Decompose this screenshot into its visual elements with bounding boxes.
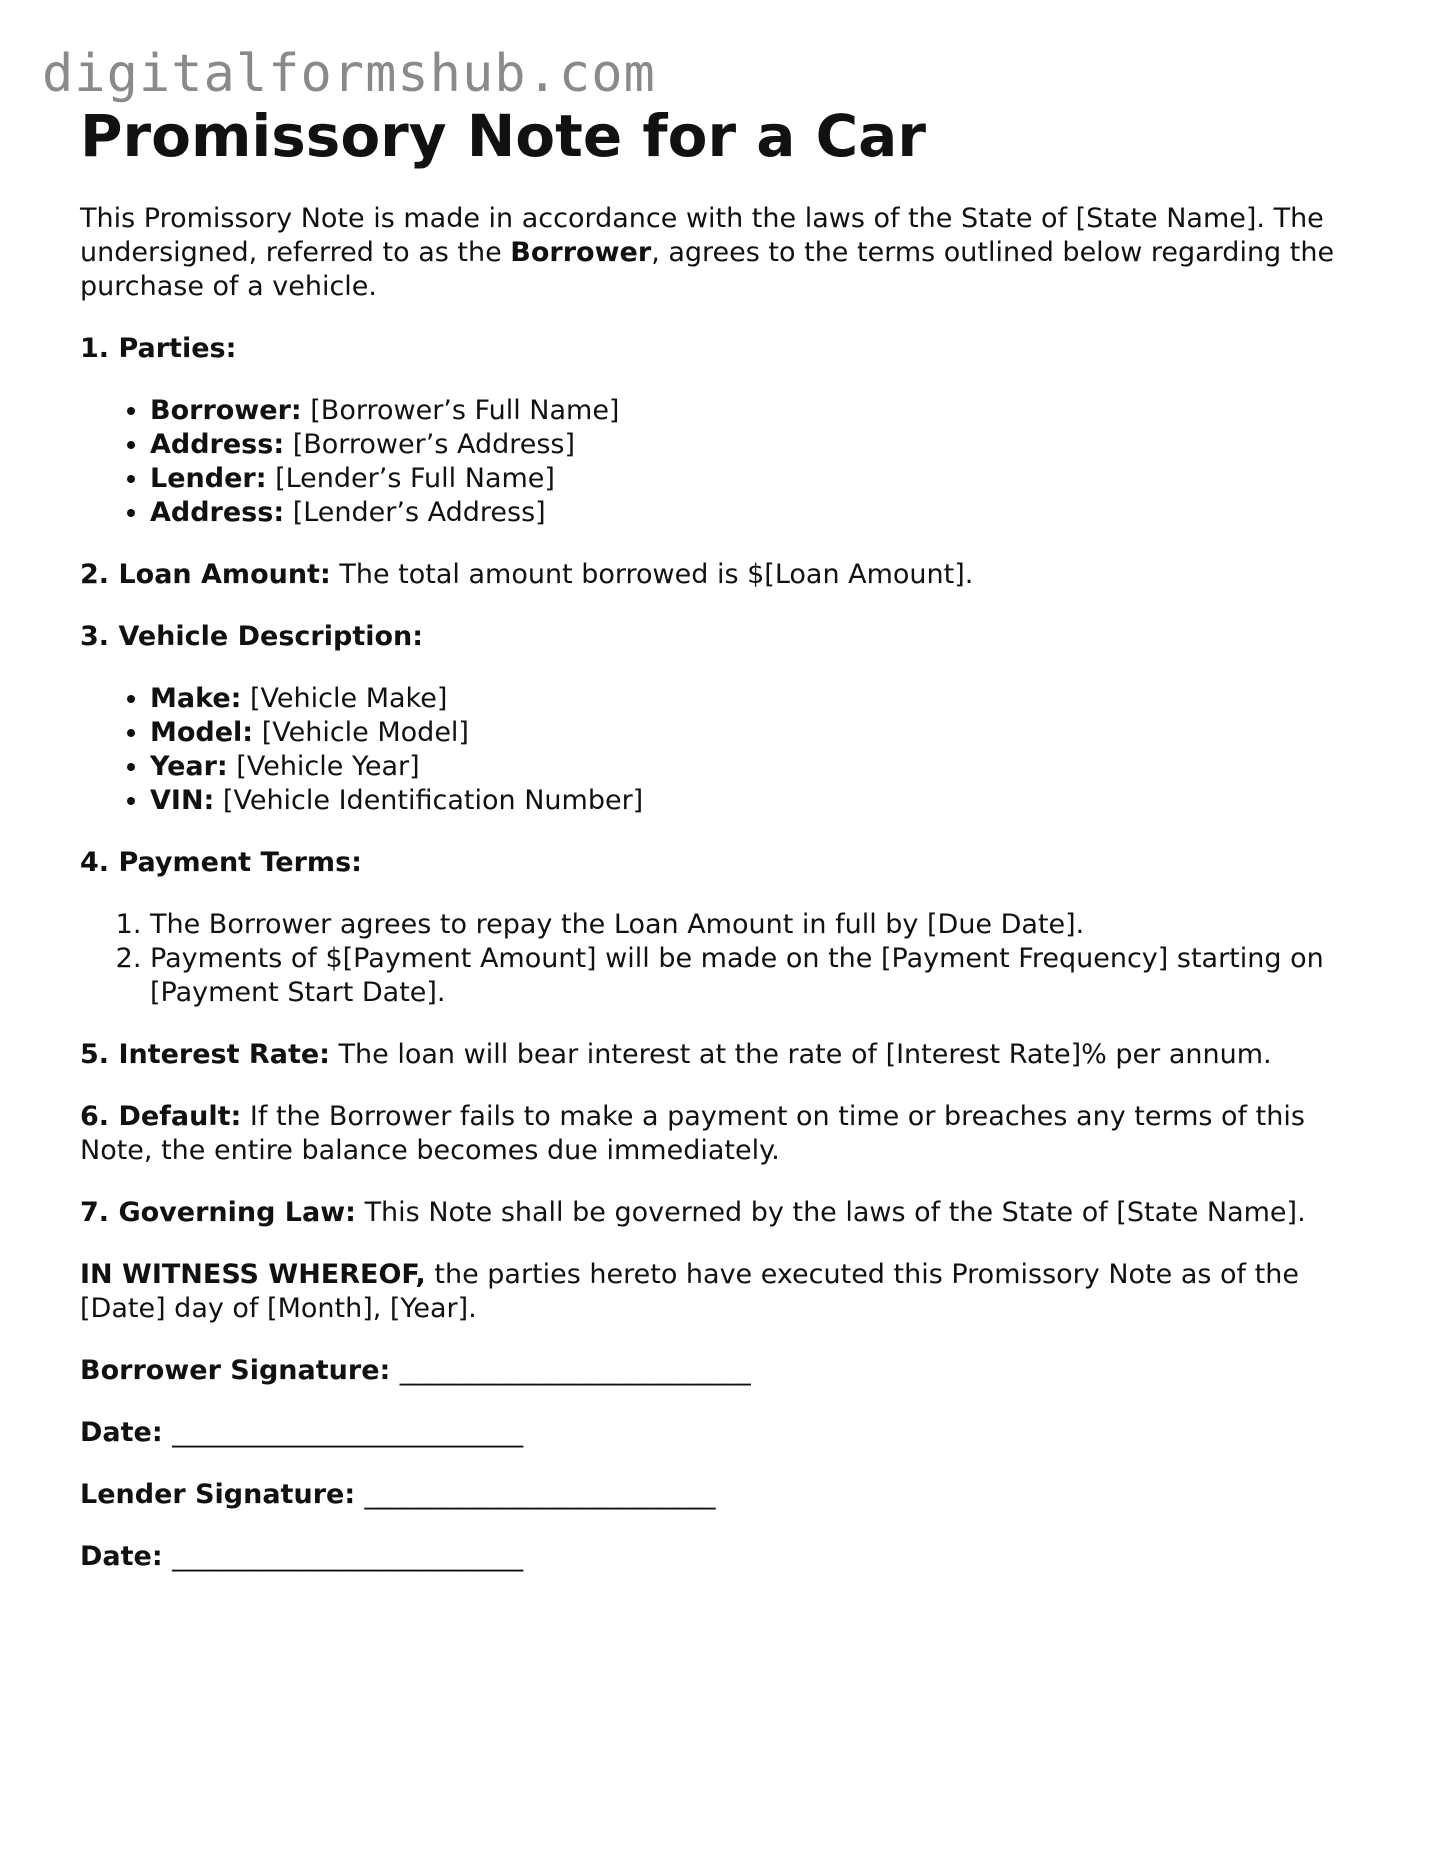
list-item (150, 784, 1380, 818)
witness-text: the parties hereto have executed this Promissory Note as of the [Date] day of [Month], [Year]. (80, 1259, 1299, 1324)
party-value: [Lender’s Address] (284, 497, 546, 528)
signature-line[interactable]: __________________________ (399, 1355, 751, 1386)
section-governing-law (80, 1196, 1380, 1230)
payment-terms-heading: 4. Payment Terms: (80, 847, 362, 878)
intro-borrower-term: Borrower (510, 237, 652, 268)
signature-label: Date: (80, 1417, 173, 1448)
party-value: [Borrower’s Address] (284, 429, 576, 460)
governing-law-heading: 7. Governing Law: (80, 1197, 356, 1228)
signature-label: Borrower Signature: (80, 1355, 400, 1386)
watermark: digitalformshub.com (42, 44, 656, 104)
list-item (150, 750, 1380, 784)
list-item (150, 682, 1380, 716)
vehicle-heading: 3. Vehicle Description: (80, 621, 424, 652)
signature-label: Date: (80, 1541, 173, 1572)
interest-rate-heading: 5. Interest Rate: (80, 1039, 330, 1070)
interest-rate-text: The loan will bear interest at the rate of [Interest Rate]% per annum. (329, 1039, 1272, 1070)
intro-text-1: This Promissory Note is made in accordance with the laws of the State of [State Name]. The undersigned, referred to as the (80, 203, 1324, 268)
party-label: Lender: (150, 463, 267, 494)
default-heading: 6. Default: (80, 1101, 242, 1132)
list-item (150, 394, 1380, 428)
vehicle-value: [Vehicle Model] (253, 717, 469, 748)
party-label: Address: (150, 429, 285, 460)
lender-date-field[interactable] (80, 1540, 1380, 1574)
vehicle-label: Make: (150, 683, 242, 714)
vehicle-label: Year: (150, 751, 228, 782)
vehicle-value: [Vehicle Make] (241, 683, 448, 714)
party-label: Address: (150, 497, 285, 528)
section-parties-heading (80, 332, 1380, 366)
vehicle-value: [Vehicle Year] (227, 751, 420, 782)
list-item (150, 496, 1380, 530)
vehicle-value: [Vehicle Identification Number] (214, 785, 644, 816)
section-vehicle-heading (80, 620, 1380, 654)
vehicle-label: Model: (150, 717, 254, 748)
list-item (150, 428, 1380, 462)
borrower-date-field[interactable] (80, 1416, 1380, 1450)
loan-amount-text: The total amount borrowed is $[Loan Amount]. (330, 559, 974, 590)
loan-amount-heading: 2. Loan Amount: (80, 559, 331, 590)
parties-list (80, 394, 1380, 530)
witness-heading: IN WITNESS WHEREOF, (80, 1259, 426, 1290)
party-value: [Lender’s Full Name] (266, 463, 555, 494)
lender-signature-field[interactable] (80, 1478, 1380, 1512)
witness-clause (80, 1258, 1380, 1326)
governing-law-text: This Note shall be governed by the laws of the State of [State Name]. (355, 1197, 1306, 1228)
parties-heading: 1. Parties: (80, 333, 237, 364)
intro-text-2: , agrees to the terms outlined below regarding the purchase of a vehicle. (80, 237, 1335, 302)
list-item (150, 462, 1380, 496)
document-title: Promissory Note for a Car (80, 102, 926, 170)
vehicle-label: VIN: (150, 785, 215, 816)
vehicle-list (80, 682, 1380, 818)
document-page (80, 96, 1380, 1574)
section-default (80, 1100, 1380, 1168)
signature-line[interactable]: __________________________ (364, 1479, 716, 1510)
section-loan-amount (80, 558, 1380, 592)
party-value: [Borrower’s Full Name] (301, 395, 620, 426)
signature-label: Lender Signature: (80, 1479, 365, 1510)
list-item: 1. The Borrower agrees to repay the Loan Amount in full by [Due Date]. (150, 908, 1380, 942)
section-interest-rate (80, 1038, 1380, 1072)
section-payment-heading (80, 846, 1380, 880)
payment-terms-list (80, 908, 1380, 1010)
signature-line[interactable]: __________________________ (172, 1541, 524, 1572)
list-item: 2. Payments of $[Payment Amount] will be made on the [Payment Frequency] starting on [Payment Start Date]. (150, 942, 1380, 1010)
signature-line[interactable]: __________________________ (172, 1417, 524, 1448)
intro-paragraph (80, 202, 1380, 304)
default-text: If the Borrower fails to make a payment on time or breaches any terms of this Note, the entire balance becomes due immediately. (80, 1101, 1305, 1166)
borrower-signature-field[interactable] (80, 1354, 1380, 1388)
party-label: Borrower: (150, 395, 302, 426)
list-item (150, 716, 1380, 750)
